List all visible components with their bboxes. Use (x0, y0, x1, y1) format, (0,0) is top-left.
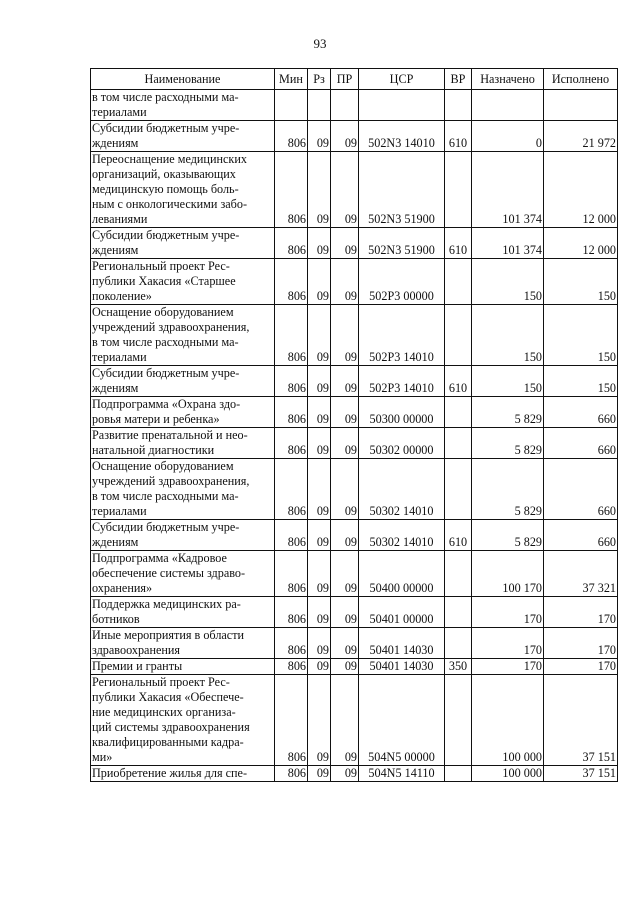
cell-name: Оснащение оборудованием учреждений здравоохранения, в том числе расходными ма- териалами (91, 459, 275, 520)
cell-name: Региональный проект Рес- публики Хакасия «Обеспече- ние медицинских организа- ций системы здравоохранения квалифицированными кадра- ми» (91, 675, 275, 766)
cell-planned: 5 829 (472, 428, 544, 459)
cell-min: 806 (275, 305, 308, 366)
header-vr: ВР (445, 69, 472, 90)
cell-vr (445, 459, 472, 520)
table-header-row (91, 69, 618, 90)
table-body (91, 90, 618, 782)
cell-csr: 502N3 51900 (359, 152, 445, 228)
cell-vr (445, 152, 472, 228)
table-row (91, 397, 618, 428)
cell-executed: 37 151 (544, 675, 618, 766)
header-executed: Исполнено (544, 69, 618, 90)
cell-min: 806 (275, 121, 308, 152)
cell-pr: 09 (331, 428, 359, 459)
cell-planned: 150 (472, 259, 544, 305)
table-row (91, 228, 618, 259)
cell-min: 806 (275, 675, 308, 766)
table-row (91, 259, 618, 305)
table-row (91, 90, 618, 121)
cell-name: Субсидии бюджетным учре- ждениям (91, 228, 275, 259)
header-csr: ЦСР (359, 69, 445, 90)
cell-vr (445, 597, 472, 628)
cell-vr (445, 305, 472, 366)
cell-csr (359, 90, 445, 121)
cell-min: 806 (275, 152, 308, 228)
cell-min: 806 (275, 628, 308, 659)
cell-rz (308, 90, 331, 121)
cell-vr (445, 628, 472, 659)
cell-planned: 101 374 (472, 152, 544, 228)
cell-planned: 170 (472, 628, 544, 659)
header-planned: Назначено (472, 69, 544, 90)
cell-vr (445, 397, 472, 428)
cell-min: 806 (275, 228, 308, 259)
cell-rz: 09 (308, 228, 331, 259)
table-row (91, 366, 618, 397)
cell-name: в том числе расходными ма- териалами (91, 90, 275, 121)
cell-pr: 09 (331, 366, 359, 397)
cell-vr (445, 551, 472, 597)
table-row (91, 459, 618, 520)
cell-name: Поддержка медицинских ра- ботников (91, 597, 275, 628)
cell-rz: 09 (308, 121, 331, 152)
cell-min (275, 90, 308, 121)
cell-min: 806 (275, 520, 308, 551)
table-row (91, 675, 618, 766)
cell-name: Подпрограмма «Кадровое обеспечение системы здраво- охранения» (91, 551, 275, 597)
cell-planned: 170 (472, 659, 544, 675)
table-row (91, 520, 618, 551)
cell-name: Иные мероприятия в области здравоохранения (91, 628, 275, 659)
cell-csr: 50400 00000 (359, 551, 445, 597)
cell-executed: 660 (544, 428, 618, 459)
cell-min: 806 (275, 428, 308, 459)
cell-executed: 12 000 (544, 228, 618, 259)
cell-planned: 170 (472, 597, 544, 628)
cell-executed: 170 (544, 659, 618, 675)
cell-rz: 09 (308, 659, 331, 675)
cell-executed: 660 (544, 520, 618, 551)
cell-rz: 09 (308, 766, 331, 782)
cell-executed (544, 90, 618, 121)
header-name: Наименование (91, 69, 275, 90)
cell-pr: 09 (331, 459, 359, 520)
table-row (91, 305, 618, 366)
cell-csr: 504N5 00000 (359, 675, 445, 766)
cell-min: 806 (275, 766, 308, 782)
cell-name: Региональный проект Рес- публики Хакасия «Старшее поколение» (91, 259, 275, 305)
cell-csr: 504N5 14110 (359, 766, 445, 782)
cell-name: Премии и гранты (91, 659, 275, 675)
cell-min: 806 (275, 459, 308, 520)
cell-csr: 50401 14030 (359, 628, 445, 659)
cell-csr: 502N3 14010 (359, 121, 445, 152)
cell-rz: 09 (308, 520, 331, 551)
cell-min: 806 (275, 659, 308, 675)
cell-rz: 09 (308, 305, 331, 366)
cell-planned (472, 90, 544, 121)
cell-pr: 09 (331, 520, 359, 551)
table-row (91, 659, 618, 675)
budget-table (90, 68, 618, 782)
cell-executed: 21 972 (544, 121, 618, 152)
cell-min: 806 (275, 597, 308, 628)
cell-pr: 09 (331, 597, 359, 628)
cell-executed: 37 321 (544, 551, 618, 597)
cell-pr: 09 (331, 551, 359, 597)
cell-rz: 09 (308, 597, 331, 628)
cell-rz: 09 (308, 551, 331, 597)
cell-rz: 09 (308, 397, 331, 428)
cell-csr: 502N3 51900 (359, 228, 445, 259)
cell-executed: 150 (544, 366, 618, 397)
cell-planned: 5 829 (472, 459, 544, 520)
cell-vr: 610 (445, 121, 472, 152)
cell-rz: 09 (308, 675, 331, 766)
cell-rz: 09 (308, 459, 331, 520)
cell-csr: 50401 14030 (359, 659, 445, 675)
cell-pr: 09 (331, 121, 359, 152)
cell-min: 806 (275, 397, 308, 428)
cell-vr (445, 766, 472, 782)
cell-csr: 502P3 14010 (359, 305, 445, 366)
cell-csr: 50302 00000 (359, 428, 445, 459)
cell-vr: 610 (445, 366, 472, 397)
cell-name: Субсидии бюджетным учре- ждениям (91, 366, 275, 397)
cell-csr: 50300 00000 (359, 397, 445, 428)
cell-min: 806 (275, 551, 308, 597)
cell-executed: 170 (544, 597, 618, 628)
cell-vr (445, 428, 472, 459)
cell-rz: 09 (308, 259, 331, 305)
cell-pr: 09 (331, 659, 359, 675)
cell-rz: 09 (308, 152, 331, 228)
cell-executed: 37 151 (544, 766, 618, 782)
cell-csr: 502P3 00000 (359, 259, 445, 305)
cell-executed: 150 (544, 305, 618, 366)
cell-executed: 150 (544, 259, 618, 305)
header-pr: ПР (331, 69, 359, 90)
cell-pr: 09 (331, 628, 359, 659)
cell-planned: 150 (472, 366, 544, 397)
cell-pr: 09 (331, 259, 359, 305)
table-row (91, 121, 618, 152)
cell-csr: 50302 14010 (359, 520, 445, 551)
table-row (91, 628, 618, 659)
cell-planned: 100 000 (472, 766, 544, 782)
page-number: 93 (313, 36, 327, 51)
table-row (91, 428, 618, 459)
cell-planned: 101 374 (472, 228, 544, 259)
cell-rz: 09 (308, 366, 331, 397)
cell-planned: 5 829 (472, 520, 544, 551)
cell-csr: 502P3 14010 (359, 366, 445, 397)
header-rz: Рз (308, 69, 331, 90)
cell-name: Оснащение оборудованием учреждений здравоохранения, в том числе расходными ма- териалами (91, 305, 275, 366)
cell-pr: 09 (331, 228, 359, 259)
cell-pr: 09 (331, 397, 359, 428)
cell-vr (445, 675, 472, 766)
cell-name: Переоснащение медицинских организаций, оказывающих медицинскую помощь боль- ным с онкологическими забо- леваниями (91, 152, 275, 228)
cell-rz: 09 (308, 628, 331, 659)
cell-pr: 09 (331, 305, 359, 366)
cell-executed: 170 (544, 628, 618, 659)
cell-vr (445, 90, 472, 121)
cell-csr: 50401 00000 (359, 597, 445, 628)
cell-planned: 5 829 (472, 397, 544, 428)
cell-vr: 350 (445, 659, 472, 675)
cell-pr: 09 (331, 152, 359, 228)
cell-pr (331, 90, 359, 121)
cell-executed: 660 (544, 397, 618, 428)
cell-rz: 09 (308, 428, 331, 459)
cell-executed: 12 000 (544, 152, 618, 228)
cell-planned: 0 (472, 121, 544, 152)
cell-name: Развитие пренатальной и нео- натальной диагностики (91, 428, 275, 459)
cell-vr: 610 (445, 520, 472, 551)
table-row (91, 551, 618, 597)
table-row (91, 152, 618, 228)
cell-planned: 100 000 (472, 675, 544, 766)
cell-planned: 150 (472, 305, 544, 366)
cell-pr: 09 (331, 675, 359, 766)
cell-planned: 100 170 (472, 551, 544, 597)
cell-name: Субсидии бюджетным учре- ждениям (91, 520, 275, 551)
cell-name: Подпрограмма «Охрана здо- ровья матери и ребенка» (91, 397, 275, 428)
table-row (91, 597, 618, 628)
cell-min: 806 (275, 259, 308, 305)
cell-executed: 660 (544, 459, 618, 520)
header-min: Мин (275, 69, 308, 90)
cell-csr: 50302 14010 (359, 459, 445, 520)
cell-vr (445, 259, 472, 305)
cell-vr: 610 (445, 228, 472, 259)
table-row (91, 766, 618, 782)
cell-min: 806 (275, 366, 308, 397)
cell-name: Субсидии бюджетным учре- ждениям (91, 121, 275, 152)
cell-pr: 09 (331, 766, 359, 782)
cell-name: Приобретение жилья для спе- (91, 766, 275, 782)
